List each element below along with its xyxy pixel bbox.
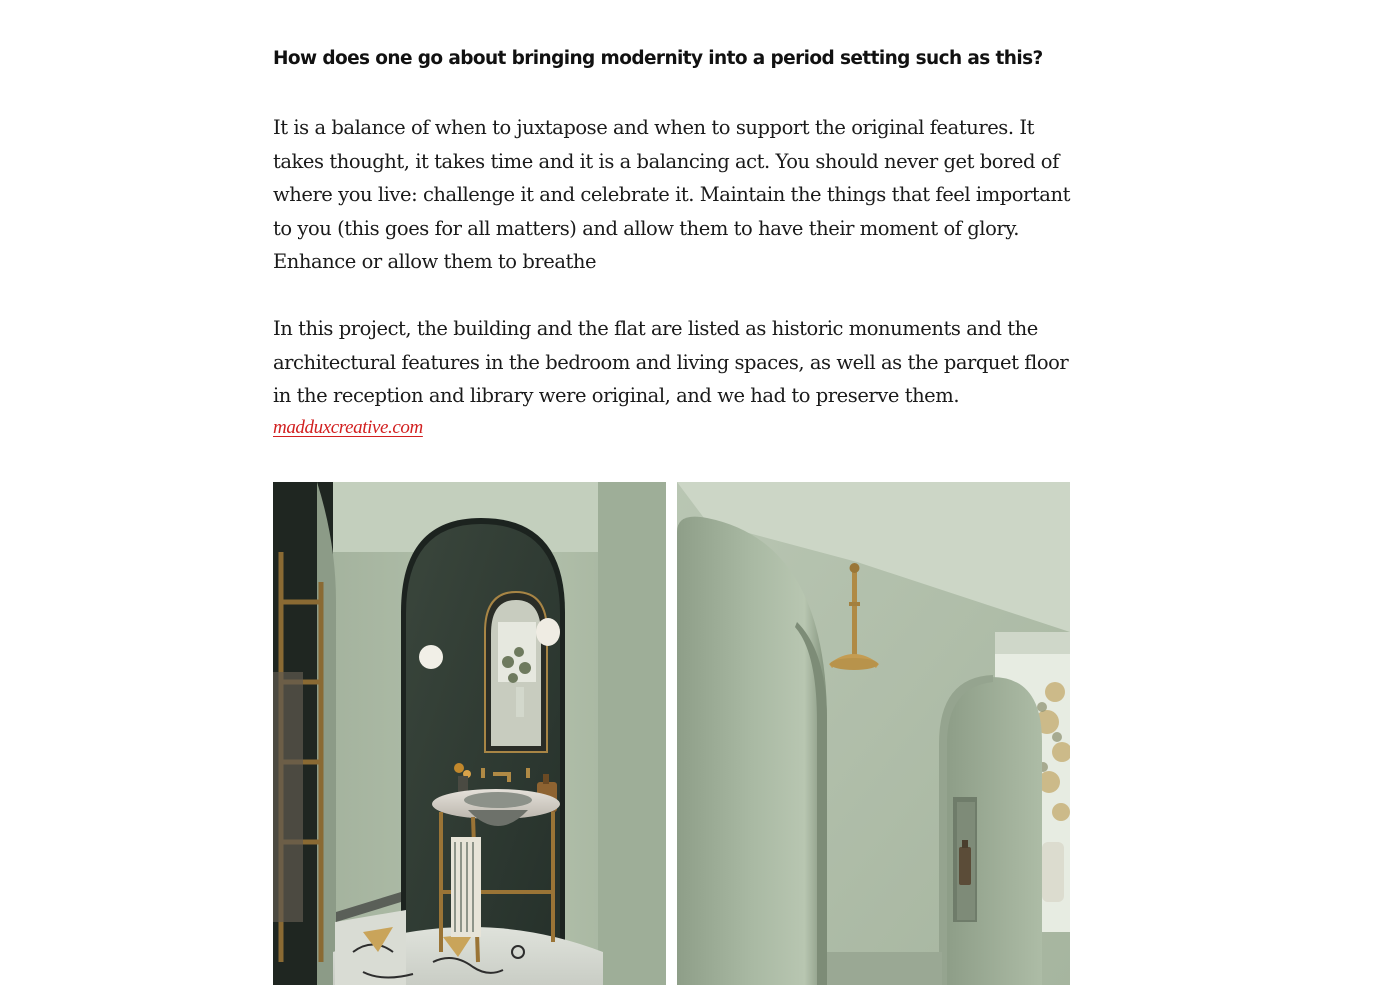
answer-paragraph-2: In this project, the building and the flat are listed as historic monuments and the architectural features in the bedroom and living spaces, as well as the parquet floor in the reception and library were original, and we had to preserve them. bbox=[273, 317, 1069, 407]
photo-pair bbox=[273, 482, 1070, 985]
shower-photo bbox=[677, 482, 1070, 985]
answer-paragraph-1: It is a balance of when to juxtapose and when to support the original features. It takes thought, it takes time and it is a balancing act. You should never get bored of where you live: challenge it and celebrate it. Maintain the things that feel important to you (this goes for all matters) and allow them to have their moment of glory. Enhance or allow them to breathe bbox=[273, 116, 1070, 273]
bathroom-basin-photo bbox=[273, 482, 666, 985]
photo-credit-link[interactable]: madduxcreative.com bbox=[273, 417, 423, 438]
interview-question: How does one go about bringing modernity into a period setting such as this? bbox=[273, 48, 1043, 69]
